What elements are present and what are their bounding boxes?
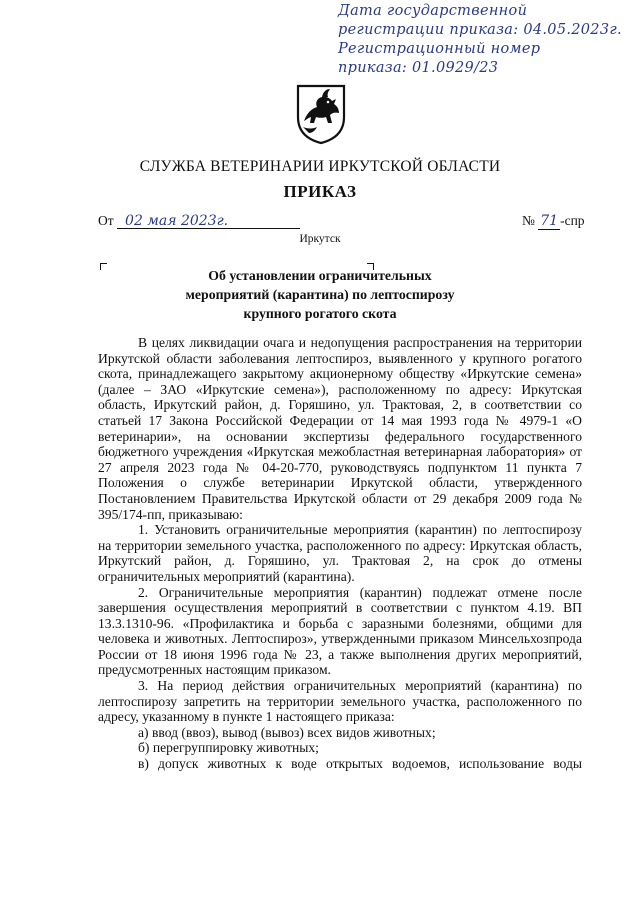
clause-1-paragraph: 1. Установить ограничительные мероприятия (карантин) по лептоспирозу на территории земельного участка, расположенного по адресу: Иркутская область, Иркутский район, д. Горяшино, ул. Трактовая 2, на срок до отмены ограничительных мероприятий (карантина). <box>98 522 582 584</box>
subject-line: мероприятий (карантина) по лептоспирозу <box>185 287 455 302</box>
coat-of-arms-icon <box>295 83 347 145</box>
registration-handwritten-note <box>338 2 638 78</box>
handwritten-line: Дата государственной <box>338 3 528 19</box>
order-number-value: 71 <box>540 213 559 229</box>
clause-3c-item: в) допуск животных к воде открытых водоемов, использование воды <box>138 756 582 772</box>
subject-line: крупного рогатого скота <box>243 306 397 321</box>
clause-3a-item: а) ввод (ввоз), вывод (вывоз) всех видов животных; <box>138 724 436 740</box>
subject-line: Об установлении ограничительных <box>208 268 432 283</box>
order-date-value: 02 мая 2023г. <box>117 214 300 229</box>
number-prefix: № <box>522 213 535 228</box>
date-prefix: От <box>98 213 114 228</box>
order-body <box>98 335 582 772</box>
document-type: ПРИКАЗ <box>283 182 357 201</box>
city-name: Иркутск <box>299 233 341 245</box>
agency-name: СЛУЖБА ВЕТЕРИНАРИИ ИРКУТСКОЙ ОБЛАСТИ <box>139 158 501 175</box>
handwritten-line: Регистрационный номер <box>338 41 541 57</box>
order-date-line <box>98 213 300 229</box>
order-number-line <box>522 213 585 229</box>
handwritten-line: приказа: 01.0929/23 <box>338 60 499 76</box>
clause-3b-item: б) перегруппировку животных; <box>138 740 319 756</box>
clause-3-paragraph: 3. На период действия ограничительных мероприятий (карантина) по лептоспирозу запретить на территории земельного участка, расположенного по адресу, указанному в пункте 1 настоящего приказа: <box>98 678 582 725</box>
preamble-paragraph: В целях ликвидации очага и недопущения распространения на территории Иркутской области заболевания лептоспироз, выявленного у крупного рогатого скота, принадлежащего закрытому акционерному обществу «Иркутские семена» (далее – ЗАО «Иркутские семена»), расположенному по адресу: Иркутская область, Иркутский район, д. Горяшино, ул. Трактовая, 2, в соответствии со статьей 17 Закона Российской Федерации от 14 мая 1993 года № 4979-1 «О ветеринарии», на основании экспертизы федерального государственного бюджетного учреждения «Иркутская межобластная ветеринарная лаборатория» от 27 апреля 2023 года № 04-20-770, руководствуясь подпунктом 11 пункта 7 Положения о службе ветеринарии Иркутской области, утвержденного Постановлением Правительства Иркутской области от 29 декабря 2009 года № 395/174-пп, приказываю: <box>98 335 582 522</box>
number-suffix: -спр <box>560 213 585 228</box>
handwritten-line: регистрации приказа: 04.05.2023г. <box>338 22 622 38</box>
clause-2-paragraph: 2. Ограничительные мероприятия (карантин) подлежат отмене после завершения осуществления мероприятий в соответствии с пунктом 4.19. ВП 13.3.1310-96. «Профилактика и борьба с заразными болезнями, общими для человека и животных. Лептоспироз», утвержденными приказом Минсельхозпрода России от 18 июня 1996 года № 23, а также выполнения других мероприятий, предусмотренных настоящим приказом. <box>98 584 582 678</box>
order-subject <box>0 266 640 323</box>
